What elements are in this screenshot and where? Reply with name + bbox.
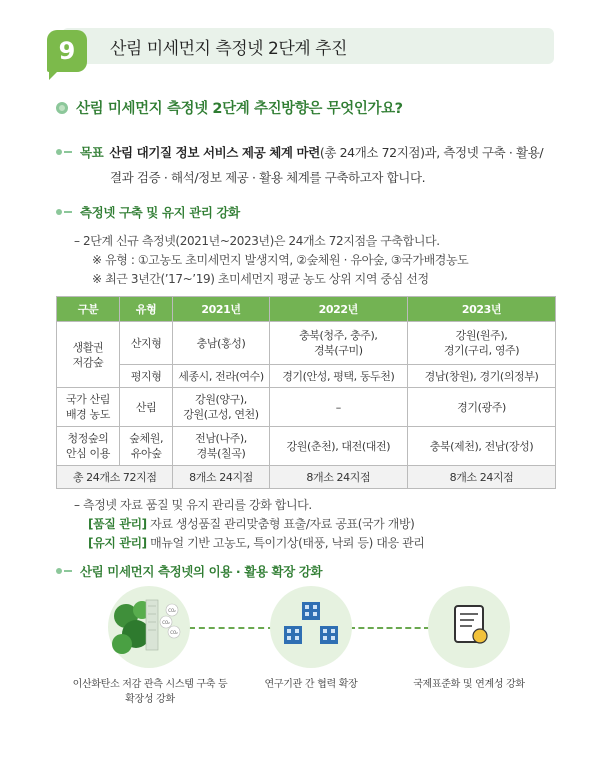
table-cell-group: 생활권 저감숲 [57, 322, 120, 388]
table-header: 2021년 [173, 297, 269, 322]
table-row [57, 388, 556, 427]
section-1b-line-1: – 측정넷 자료 품질 및 유지 관리를 강화 합니다. [74, 498, 312, 512]
table-cell: 충북(제천), 전남(장성) [408, 427, 556, 466]
caption-1-line-2: 확장성 강화 [125, 694, 175, 705]
table-header: 유형 [119, 297, 172, 322]
section-1-line-2: ※ 유형 : ①고농도 초미세먼지 발생지역, ②숲체원 · 유아숲, ③국가배경농도 [92, 253, 469, 267]
table-header: 2023년 [408, 297, 556, 322]
table-cell: 경기(광주) [408, 388, 556, 427]
co2-label: CO₂ [170, 630, 178, 635]
goal-rest-2: 결과 검증 · 해석/정보 제공 · 활용 체계를 구축하고자 합니다. [110, 170, 426, 185]
certified-document-icon [428, 586, 510, 668]
dot-dash-bullet-icon [56, 208, 72, 216]
dot-dash-bullet-icon [56, 567, 72, 575]
table-cell: 산지형 [119, 322, 172, 365]
section-1-line-1: – 2단계 신규 측정넷(2021년~2023년)은 24개소 72지점을 구축합니다. [74, 234, 440, 248]
site-schedule-table [56, 296, 556, 489]
table-cell-group: 국가 산림 배경 농도 [57, 388, 120, 427]
caption-1 [60, 677, 240, 707]
goal-label: 목표 [80, 145, 104, 160]
connector-line [349, 627, 430, 629]
table-header: 구분 [57, 297, 120, 322]
connector-line [189, 627, 274, 629]
maintenance-text: 매뉴얼 기반 고농도, 특이기상(태풍, 낙뢰 등) 대응 관리 [146, 536, 425, 550]
table-cell: 경기(안성, 평택, 동두천) [269, 365, 407, 388]
table-cell: 충북(청주, 충주), 경북(구미) [269, 322, 407, 365]
table-cell: 세종시, 전라(여수) [173, 365, 269, 388]
section-2-title: 산림 미세먼지 측정넷의 이용 · 활용 확장 강화 [80, 564, 323, 579]
quality-management-line [88, 515, 414, 532]
table-cell: 경남(창원), 경기(의정부) [408, 365, 556, 388]
table-cell: 8개소 24지점 [408, 466, 556, 489]
quality-label: [품질 관리] [88, 517, 147, 531]
co2-label: CO₂ [168, 608, 176, 613]
table-row [57, 365, 556, 388]
table-row [57, 322, 556, 365]
circle-bullet-icon [56, 102, 68, 114]
forest-co2-icon [108, 586, 190, 668]
caption-3: 국제표준화 및 연계성 강화 [413, 679, 525, 690]
goal-bold-text: 산림 대기질 정보 서비스 제공 체계 마련 [109, 145, 320, 160]
table-cell: 강원(원주), 경기(구리, 영주) [408, 322, 556, 365]
question-text: 산림 미세먼지 측정넷 2단계 추진방향은 무엇인가요? [76, 101, 403, 117]
section-1-title: 측정넷 구축 및 유지 관리 강화 [80, 205, 240, 220]
table-cell: 8개소 24지점 [173, 466, 269, 489]
maintenance-label: [유지 관리] [88, 536, 147, 550]
table-cell: 충남(홍성) [173, 322, 269, 365]
table-header: 2022년 [269, 297, 407, 322]
table-cell: 전남(나주), 경북(칠곡) [173, 427, 269, 466]
table-cell: 강원(춘천), 대전(대전) [269, 427, 407, 466]
buildings-icon [270, 586, 352, 668]
table-cell: – [269, 388, 407, 427]
table-cell-group: 청정숲의 안심 이용 [57, 427, 120, 466]
forest-co2-illustration [108, 586, 190, 668]
goal-paragraph [56, 140, 576, 190]
institutions-illustration [270, 586, 352, 668]
section-heading-1 [56, 203, 240, 221]
page-title: 산림 미세먼지 측정넷 2단계 추진 [110, 39, 347, 59]
table-cell-total: 총 24개소 72지점 [57, 466, 173, 489]
table-cell: 산림 [119, 388, 172, 427]
caption-1-line-1: 이산화탄소 저감 관측 시스템 구축 등 [72, 679, 228, 690]
goal-rest-1: (총 24개소 72지점)과, 측정넷 구축 · 활용/ [319, 145, 544, 160]
table-cell: 숲체원, 유아숲 [119, 427, 172, 466]
section-number-badge: 9 [47, 30, 87, 72]
question-heading [56, 97, 403, 118]
co2-label: CO₂ [162, 620, 170, 625]
table-total-row [57, 466, 556, 489]
standard-document-illustration [428, 586, 510, 668]
table-cell: 평지형 [119, 365, 172, 388]
caption-2: 연구기관 간 협력 확장 [264, 679, 358, 690]
table-cell: 8개소 24지점 [269, 466, 407, 489]
table-row [57, 427, 556, 466]
section-1-line-3: ※ 최근 3년간(’17~’19) 초미세먼지 평균 농도 상위 지역 중심 선정 [92, 272, 429, 286]
table-cell: 강원(양구), 강원(고성, 연천) [173, 388, 269, 427]
maintenance-management-line [88, 534, 424, 551]
section-heading-2 [56, 562, 322, 580]
dot-dash-bullet-icon [56, 148, 72, 156]
quality-text: 자료 생성품질 관리맞춤형 표출/자료 공표(국가 개방) [146, 517, 415, 531]
